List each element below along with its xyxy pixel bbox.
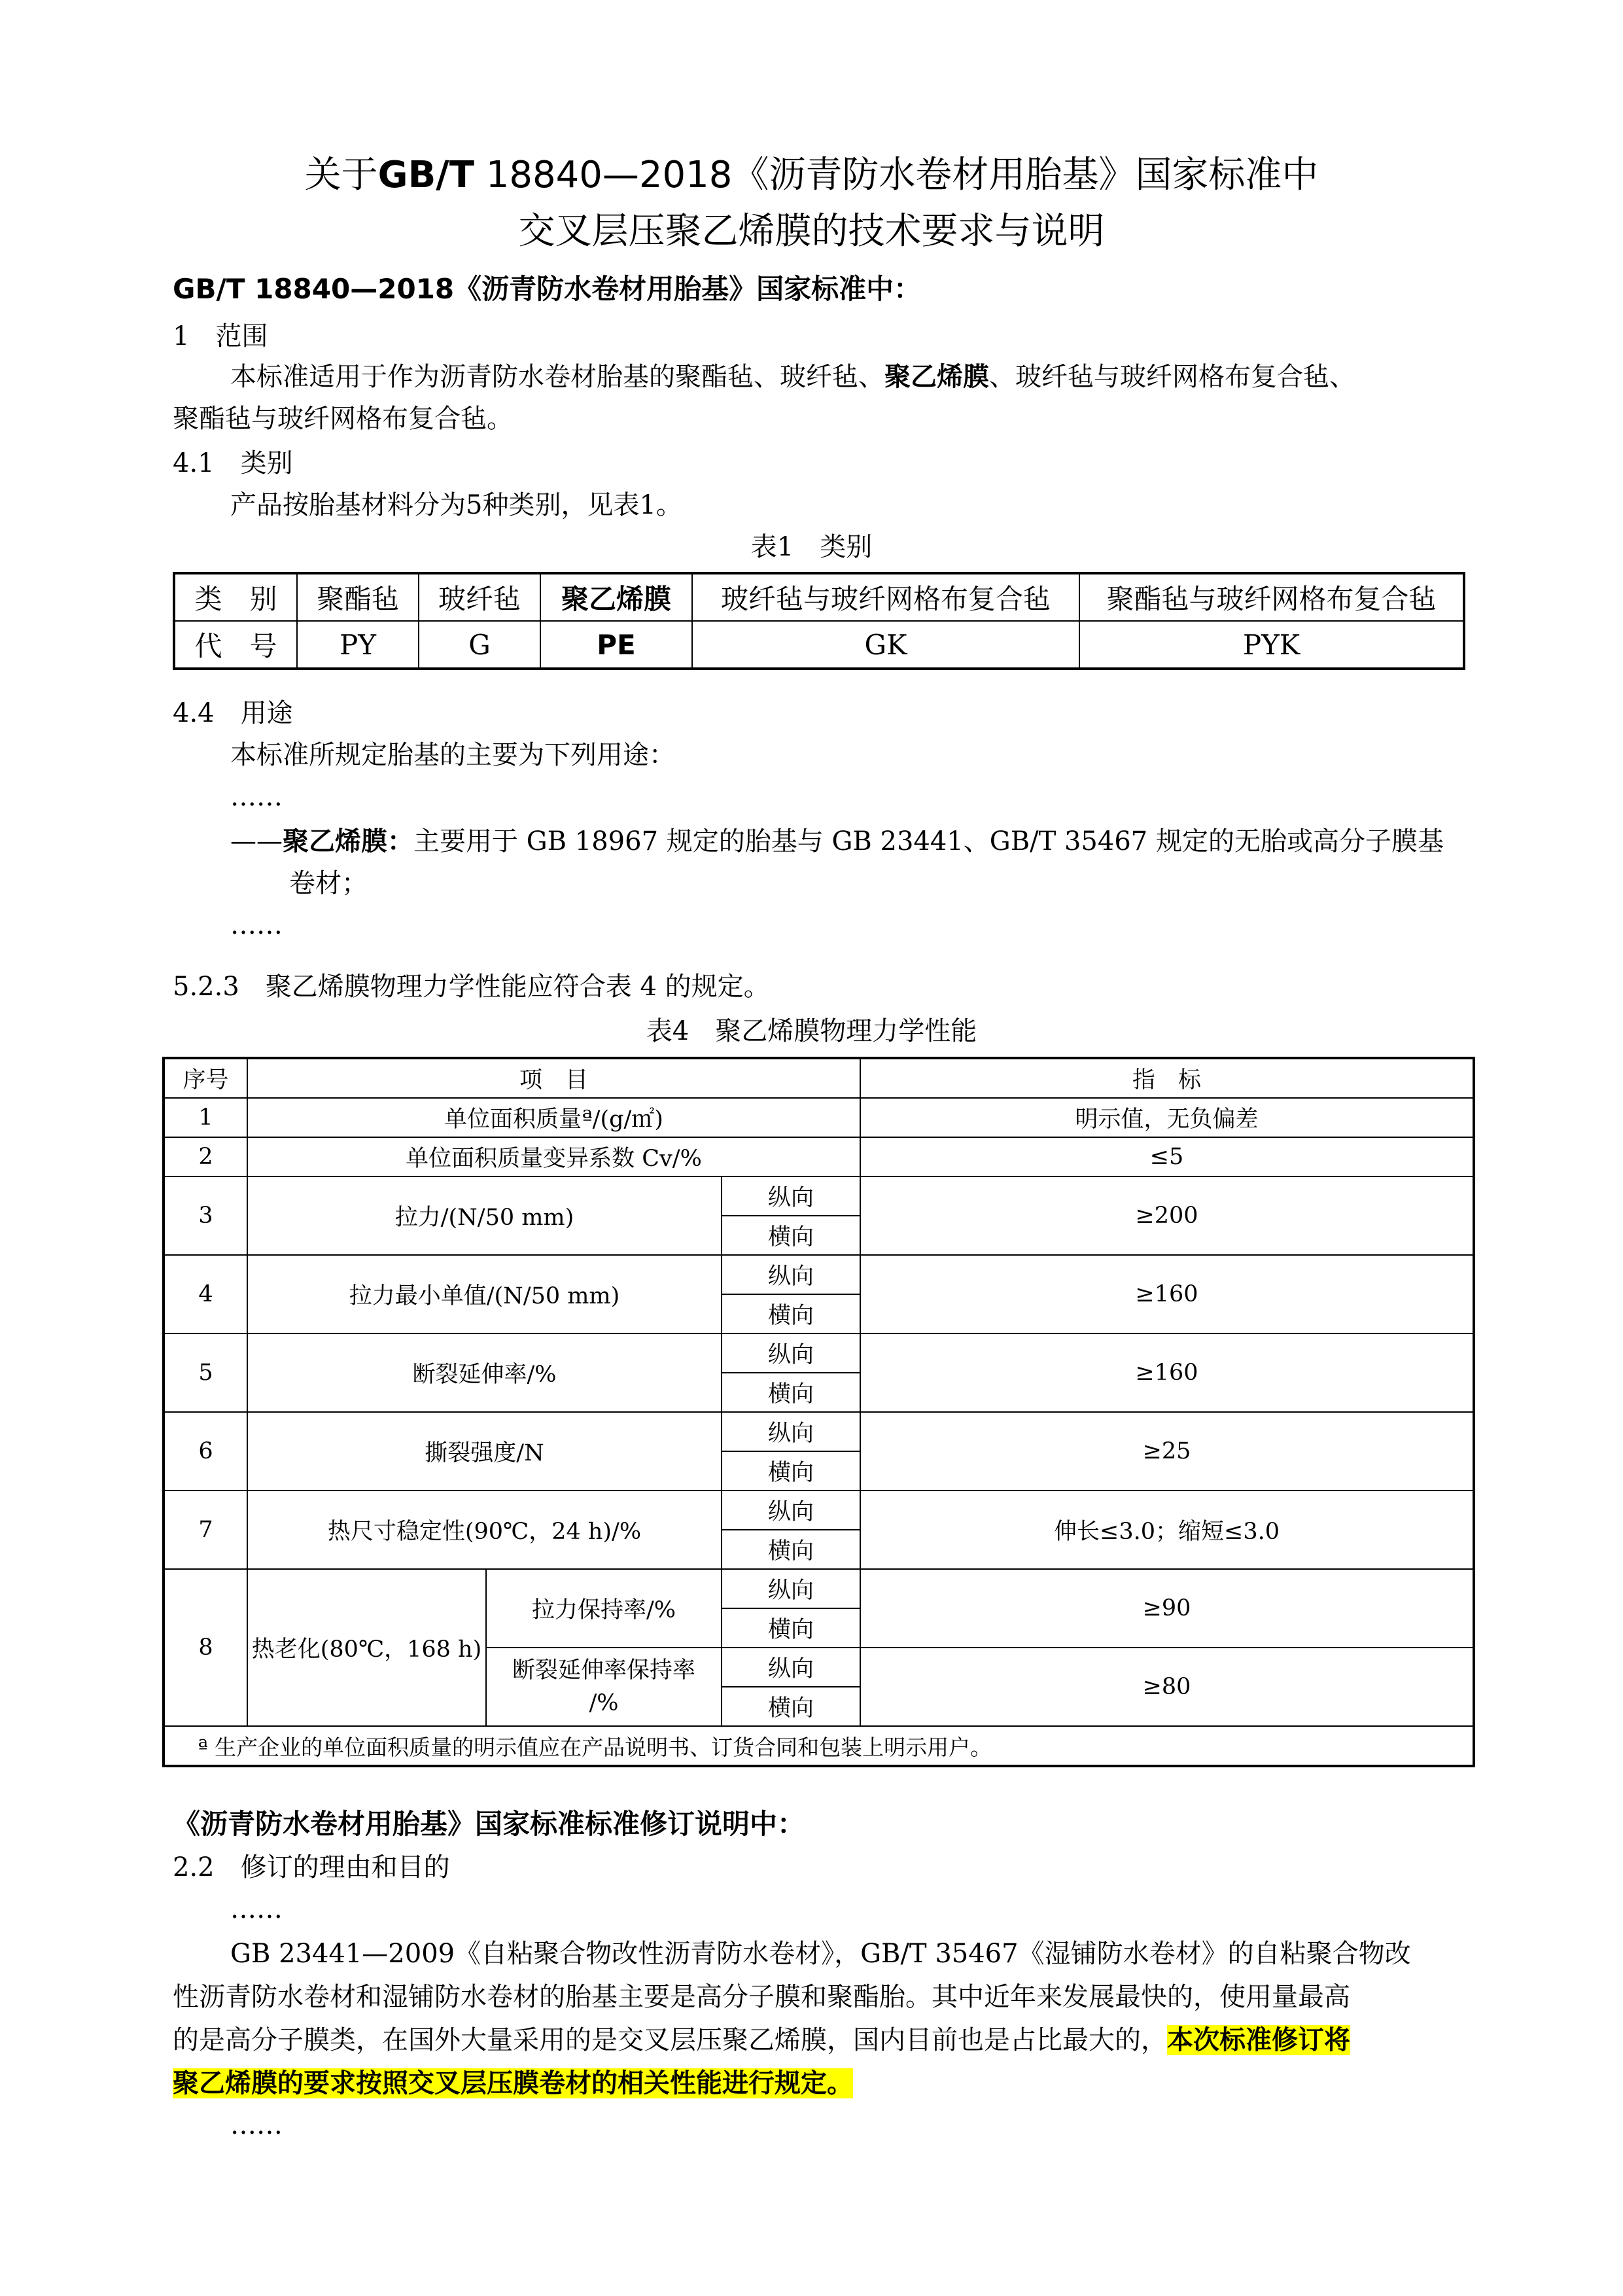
table-cell: 纵向 [722,1648,860,1687]
table-footnote: ª 生产企业的单位面积质量的明示值应在产品说明书、订货合同和包装上明示用户。 [164,1726,1474,1766]
highlighted-text: 本次标准修订将 [1167,2025,1350,2055]
table-cell: 单位面积质量ª/(g/㎡) [247,1098,860,1137]
table-cell: 聚乙烯膜 [540,573,692,621]
table-cell: 明示值，无负偏差 [860,1098,1474,1137]
scope-heading: 1 范围 [173,321,268,351]
table-footnote-row [164,1726,1474,1766]
table-cell: 聚酯毡与玻纤网格布复合毡 [1079,573,1464,621]
table-cell: 横向 [722,1373,860,1412]
table-cell [486,1648,722,1726]
table-cell: 拉力最小单值/(N/50 mm) [247,1255,722,1333]
table-row [164,1137,1474,1176]
table-cell: 聚酯毡 [297,573,419,621]
table-cell: ≥25 [860,1412,1474,1491]
ellipsis: …… [230,1894,283,1924]
table1-caption: 表1 类别 [750,532,873,562]
cell-line: /% [589,1690,619,1716]
table-row [164,1412,1474,1451]
table-cell: ≤5 [860,1137,1474,1176]
reason-paragraph-line4 [173,2065,853,2102]
ellipsis: …… [230,910,283,940]
table-cell: 断裂延伸率/% [247,1333,722,1412]
table-cell: 单位面积质量变异系数 Cv/% [247,1137,860,1176]
table-cell: 3 [164,1176,247,1255]
table-cell: 横向 [722,1451,860,1491]
table-cell: 7 [164,1491,247,1569]
table-cell: 代 号 [174,621,297,669]
highlighted-text: 聚乙烯膜的要求按照交叉层压膜卷材的相关性能进行规定。 [173,2068,853,2098]
scope-text-b: 、玻纤毡与玻纤网格布复合毡、 [989,362,1355,392]
table-row [164,1176,1474,1216]
table-cell: 拉力/(N/50 mm) [247,1176,722,1255]
table-row [174,621,1464,669]
category-table [173,572,1465,670]
document-title-line2: 交叉层压聚乙烯膜的技术要求与说明 [518,210,1105,253]
table-cell: 拉力保持率/% [486,1569,722,1648]
ellipsis: …… [230,2110,283,2140]
table-cell: 伸长≤3.0；缩短≤3.0 [860,1491,1474,1569]
table-cell: 8 [164,1569,247,1726]
category-text: 产品按胎基材料分为5种类别，见表1。 [230,490,682,520]
usage-item-text: 主要用于 GB 18967 规定的胎基与 GB 23441、GB/T 35467 规定的无胎或高分子膜基 [413,826,1444,857]
table-cell: 5 [164,1333,247,1412]
reason-text: 的是高分子膜类，在国外大量采用的是交叉层压聚乙烯膜，国内目前也是占比最大的， [173,2025,1167,2055]
requirement-text: 5.2.3 聚乙烯膜物理力学性能应符合表 4 的规定。 [173,972,770,1002]
table-cell: 1 [164,1098,247,1137]
section-heading-revision: 《沥青防水卷材用胎基》国家标准标准修订说明中： [173,1808,805,1840]
document-title-line1 [0,152,1623,199]
usage-item-bold: 聚乙烯膜： [283,826,413,857]
usage-text: 本标准所规定胎基的主要为下列用途： [230,740,675,770]
scope-text-a: 本标准适用于作为沥青防水卷材胎基的聚酯毡、玻纤毡、 [230,362,884,392]
table-cell: 撕裂强度/N [247,1412,722,1491]
table-cell: 横向 [722,1216,860,1255]
reason-heading: 2.2 修订的理由和目的 [173,1852,450,1882]
table-header-cell: 项 目 [247,1058,860,1098]
scope-paragraph-line2: 聚酯毡与玻纤网格布复合毡。 [173,404,513,434]
reason-paragraph-line1: GB 23441—2009《自粘聚合物改性沥青防水卷材》，GB/T 35467《湿铺防水卷材》的自粘聚合物改 [230,1939,1411,1969]
table-row [164,1098,1474,1137]
title-code: GB/T [377,154,474,196]
table-cell: 6 [164,1412,247,1491]
properties-table [162,1057,1475,1767]
ellipsis: …… [230,782,283,812]
table-cell: ≥160 [860,1255,1474,1333]
usage-item-continuation: 卷材； [289,868,368,898]
table-row [174,573,1464,621]
table-cell: 横向 [722,1687,860,1726]
table-cell: 热尺寸稳定性(90℃，24 h)/% [247,1491,722,1569]
scope-text-bold: 聚乙烯膜 [884,362,989,392]
table-row [164,1255,1474,1294]
reason-paragraph-line3 [173,2022,1350,2058]
table-cell: 纵向 [722,1333,860,1373]
category-heading: 4.1 类别 [173,448,293,478]
table-cell: PY [297,621,419,669]
table-cell: PE [540,621,692,669]
dash-prefix: —— [230,826,283,857]
reason-paragraph-line2: 性沥青防水卷材和湿铺防水卷材的胎基主要是高分子膜和聚酯胎。其中近年来发展最快的，使用量最高 [173,1982,1350,2012]
table-cell: 玻纤毡与玻纤网格布复合毡 [692,573,1079,621]
table-cell: ≥200 [860,1176,1474,1255]
table-cell: 横向 [722,1608,860,1648]
table-cell: 纵向 [722,1491,860,1530]
table-cell: 玻纤毡 [419,573,540,621]
table-cell: 4 [164,1255,247,1333]
title-prefix: 关于 [304,154,378,196]
table-header-row [164,1058,1474,1098]
usage-heading: 4.4 用途 [173,698,293,728]
table-cell: 2 [164,1137,247,1176]
table-cell: 类 别 [174,573,297,621]
usage-item [230,823,1444,860]
scope-paragraph-line1 [230,359,1355,395]
table-row [164,1491,1474,1530]
table-cell: 纵向 [722,1412,860,1451]
table-cell: 热老化(80℃，168 h) [247,1569,486,1726]
table-cell: ≥90 [860,1569,1474,1648]
table-cell: 纵向 [722,1569,860,1608]
table-cell: ≥160 [860,1333,1474,1412]
table4-caption: 表4 聚乙烯膜物理力学性能 [646,1016,977,1046]
table-cell: G [419,621,540,669]
table-cell: GK [692,621,1079,669]
cell-line: 断裂延伸率保持率 [512,1657,695,1684]
table-cell: 纵向 [722,1176,860,1216]
table-cell: 横向 [722,1530,860,1569]
table-row [164,1333,1474,1373]
table-cell: 横向 [722,1294,860,1333]
table-cell: ≥80 [860,1648,1474,1726]
title-rest: 18840—2018《沥青防水卷材用胎基》国家标准中 [474,154,1319,196]
section-heading-standard: GB/T 18840—2018《沥青防水卷材用胎基》国家标准中： [173,273,922,305]
table-cell: PYK [1079,621,1464,669]
table-cell: 纵向 [722,1255,860,1294]
table-header-cell: 指 标 [860,1058,1474,1098]
table-header-cell: 序号 [164,1058,247,1098]
table-row [164,1569,1474,1608]
